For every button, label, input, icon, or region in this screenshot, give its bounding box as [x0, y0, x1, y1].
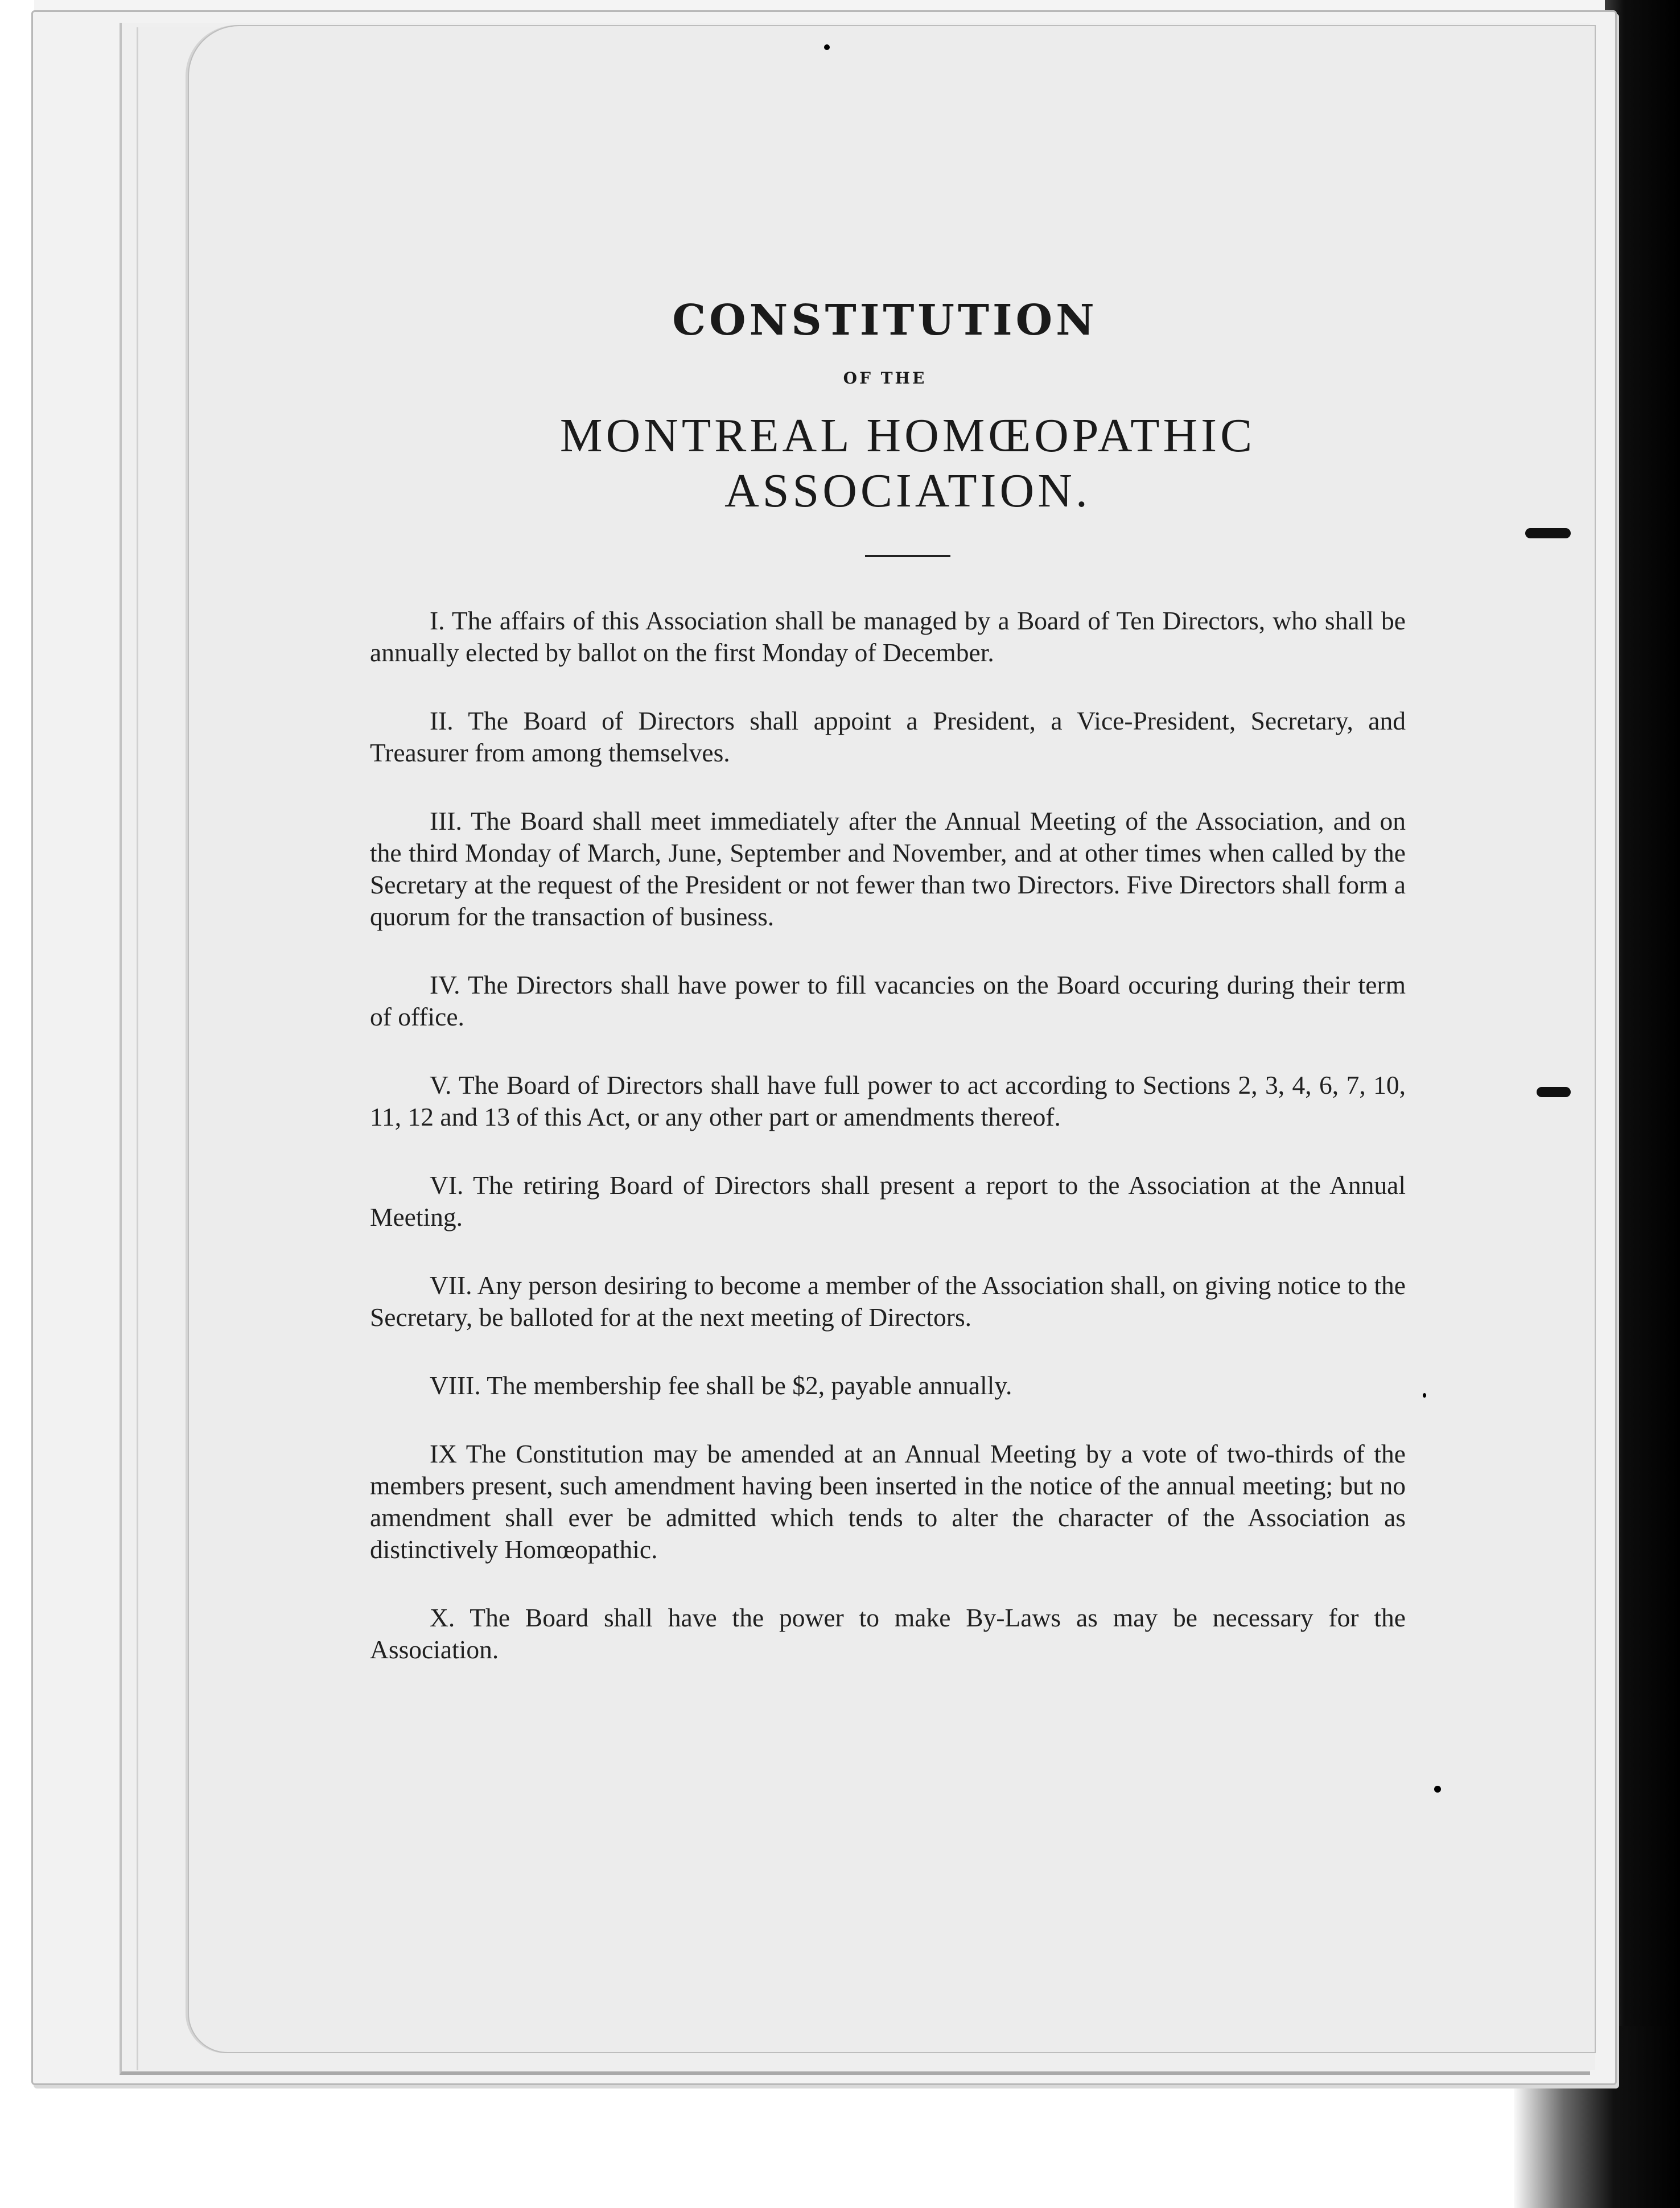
document-title: CONSTITUTION — [672, 296, 1098, 345]
article-x: X. The Board shall have the power to make By-Laws as may be necessary for the Association. — [370, 1603, 1406, 1664]
article-vi: VI. The retiring Board of Directors shall present a report to the Association at the Annual Meeting. — [370, 1171, 1406, 1231]
binding-clip — [1537, 1087, 1571, 1097]
article-vii: VII. Any person desiring to become a member of the Association shall, on giving notice to the Secretary, be balloted for at the next meeting of Directors. — [370, 1271, 1406, 1332]
article-viii: VIII. The membership fee shall be $2, payable annually. — [430, 1371, 1012, 1400]
binding-clip — [1525, 528, 1571, 538]
articles-list — [370, 605, 1406, 1666]
article-i: I. The affairs of this Association shall be managed by a Board of Ten Directors, who shall be annually elected by ballot on the first Monday of December. — [370, 606, 1406, 667]
scan-speck — [1423, 1393, 1426, 1398]
scan-speck — [1434, 1786, 1441, 1793]
article-ii: II. The Board of Directors shall appoint a President, a Vice-President, Secretary, and Treasurer from among themselves. — [370, 706, 1406, 767]
document-body — [364, 273, 1406, 1702]
article-v: V. The Board of Directors shall have full power to act according to Sections 2, 3, 4, 6, 7, 10, 11, 12 and 13 of this Act, or any other part or amendments thereof. — [370, 1070, 1406, 1131]
scan-speck — [824, 44, 830, 50]
article-iv: IV. The Directors shall have power to fill vacancies on the Board occuring during their term of office. — [370, 970, 1406, 1031]
document-subtitle-of-the: OF THE — [843, 369, 927, 388]
article-iii: III. The Board shall meet immediately after the Annual Meeting of the Association, and on the third Monday of March, June, September and November, and at other times when called by the Secretary at the request of the President or not fewer than two Directors. Five Directors shall form a quorum for the transaction of business. — [370, 806, 1406, 931]
title-divider — [865, 555, 950, 557]
article-ix: IX The Constitution may be amended at an Annual Meeting by a vote of two-thirds of the members present, such amendment having been inserted in the notice of the annual meeting; but no amendment shall ever be admitted which tends to alter the character of the Association as distinctively Homœopathic. — [370, 1439, 1406, 1564]
organization-name: MONTREAL HOMŒOPATHIC ASSOCIATION. — [559, 409, 1256, 517]
